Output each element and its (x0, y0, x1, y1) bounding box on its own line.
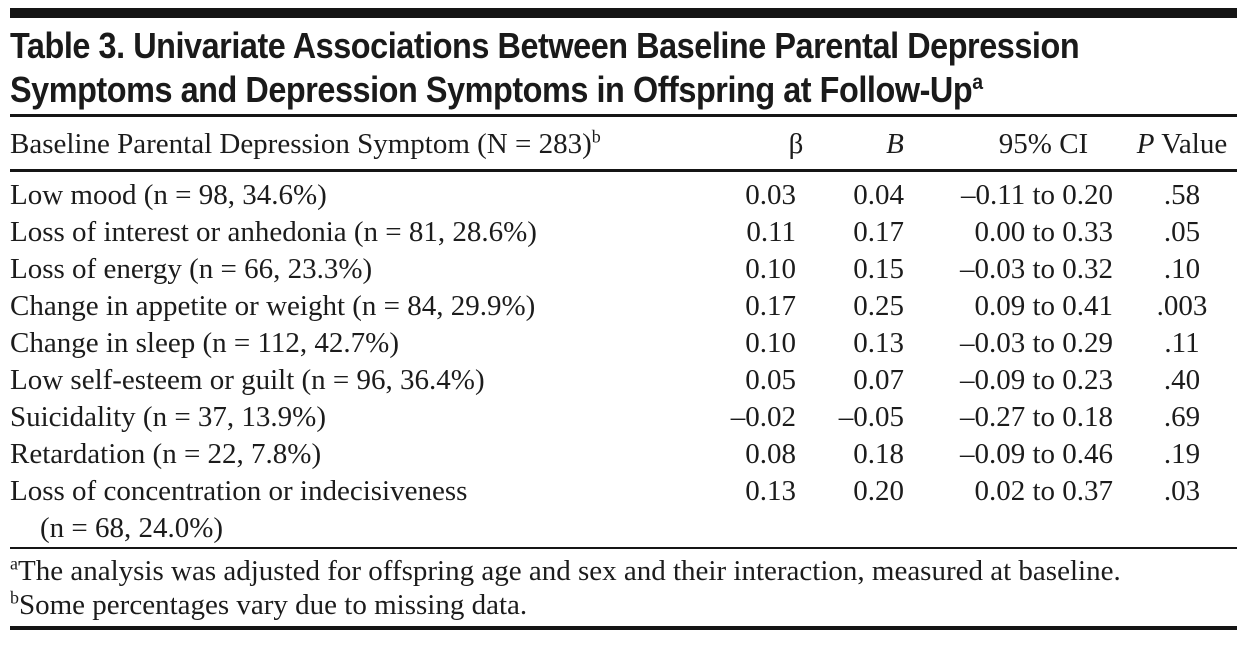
cell-beta: –0.02 (730, 401, 796, 433)
bottom-rule (10, 626, 1237, 630)
cell-b: 0.15 (853, 253, 904, 285)
cell-p: .11 (1164, 327, 1200, 359)
table-row (10, 362, 1237, 399)
cell-ci: –0.03 to 0.29 (959, 327, 1113, 359)
top-rule (10, 8, 1237, 18)
cell-p: .05 (1163, 216, 1201, 248)
cell-beta: 0.05 (745, 364, 796, 396)
table-title-line1: Table 3. Univariate Associations Between Baseline Parental Depression (10, 25, 1080, 66)
cell-symptom: Change in appetite or weight (n = 84, 29.9%) (10, 290, 536, 322)
cell-beta: 0.03 (745, 179, 796, 211)
cell-symptom: Loss of interest or anhedonia (n = 81, 28.6%) (10, 216, 537, 248)
column-header-ci: 95% CI (912, 117, 1127, 171)
table-row (10, 214, 1237, 251)
column-header-p-value: P Value (1127, 117, 1237, 171)
footnotes (10, 549, 1237, 622)
cell-b: 0.25 (853, 290, 904, 322)
cell-symptom: Low self-esteem or guilt (n = 96, 36.4%) (10, 364, 485, 396)
cell-ci: –0.09 to 0.23 (959, 364, 1113, 396)
table-title (10, 24, 1237, 112)
cell-p: .03 (1163, 475, 1201, 507)
cell-p: .10 (1163, 253, 1201, 285)
table-row (10, 288, 1237, 325)
cell-p: .69 (1163, 401, 1201, 433)
cell-b: 0.20 (853, 475, 904, 507)
cell-ci: –0.03 to 0.32 (959, 253, 1113, 285)
cell-beta: 0.10 (745, 327, 796, 359)
column-header-symptom-text: Baseline Parental Depression Symptom (N = 283) (10, 128, 592, 160)
cell-b: 0.13 (853, 327, 904, 359)
footnote-b (10, 588, 1202, 622)
footnote-a-marker: a (10, 553, 18, 574)
cell-p: .40 (1163, 364, 1201, 396)
footnote-a-text: The analysis was adjusted for offspring age and sex and their interaction, measured at baseline. (17, 555, 1121, 587)
cell-p: .003 (1156, 290, 1208, 322)
cell-symptom: Loss of energy (n = 66, 23.3%) (10, 253, 373, 285)
column-header-symptom (10, 117, 722, 171)
cell-symptom: Retardation (n = 22, 7.8%) (10, 438, 322, 470)
title-footnote-marker-a: a (972, 69, 983, 94)
column-header-b: B (802, 117, 912, 171)
table-row (10, 473, 1237, 548)
cell-symptom: Change in sleep (n = 112, 42.7%) (10, 327, 399, 359)
cell-symptom-line1: Loss of concentration or indecisiveness (10, 475, 468, 507)
table-row (10, 325, 1237, 362)
header-footnote-marker-b: b (591, 126, 601, 147)
cell-ci: 0.02 to 0.37 (974, 475, 1113, 507)
cell-beta: 0.10 (745, 253, 796, 285)
cell-p: .58 (1163, 179, 1201, 211)
table-title-line2 (10, 68, 1114, 112)
cell-symptom: Suicidality (n = 37, 13.9%) (10, 401, 326, 433)
footnote-b-marker: b (10, 587, 19, 608)
cell-symptom-line2: (n = 68, 24.0%) (40, 512, 224, 544)
table-row (10, 436, 1237, 473)
cell-b: 0.04 (853, 179, 904, 211)
associations-table (10, 117, 1237, 549)
cell-symptom (10, 473, 722, 548)
cell-b: 0.07 (853, 364, 904, 396)
cell-b: 0.17 (853, 216, 904, 248)
table-title-line2-text: Symptoms and Depression Symptoms in Offspring at Follow-Up (10, 69, 973, 110)
cell-ci: –0.27 to 0.18 (959, 401, 1113, 433)
cell-p: .19 (1163, 438, 1201, 470)
cell-beta: 0.08 (745, 438, 796, 470)
footnote-a (10, 554, 1202, 588)
cell-beta: 0.17 (745, 290, 796, 322)
column-header-beta: β (722, 117, 802, 171)
table-row (10, 171, 1237, 215)
footnote-b-text: Some percentages vary due to missing data. (18, 589, 528, 621)
cell-beta: 0.11 (746, 216, 796, 248)
cell-b: 0.18 (853, 438, 904, 470)
table-row (10, 399, 1237, 436)
table-row (10, 251, 1237, 288)
cell-b: –0.05 (838, 401, 904, 433)
cell-symptom: Low mood (n = 98, 34.6%) (10, 179, 327, 211)
cell-ci: 0.09 to 0.41 (974, 290, 1113, 322)
cell-beta: 0.13 (745, 475, 796, 507)
cell-ci: 0.00 to 0.33 (974, 216, 1113, 248)
cell-ci: –0.09 to 0.46 (959, 438, 1113, 470)
journal-table-figure (0, 8, 1247, 666)
cell-ci: –0.11 to 0.20 (961, 179, 1113, 211)
header-row (10, 117, 1237, 171)
